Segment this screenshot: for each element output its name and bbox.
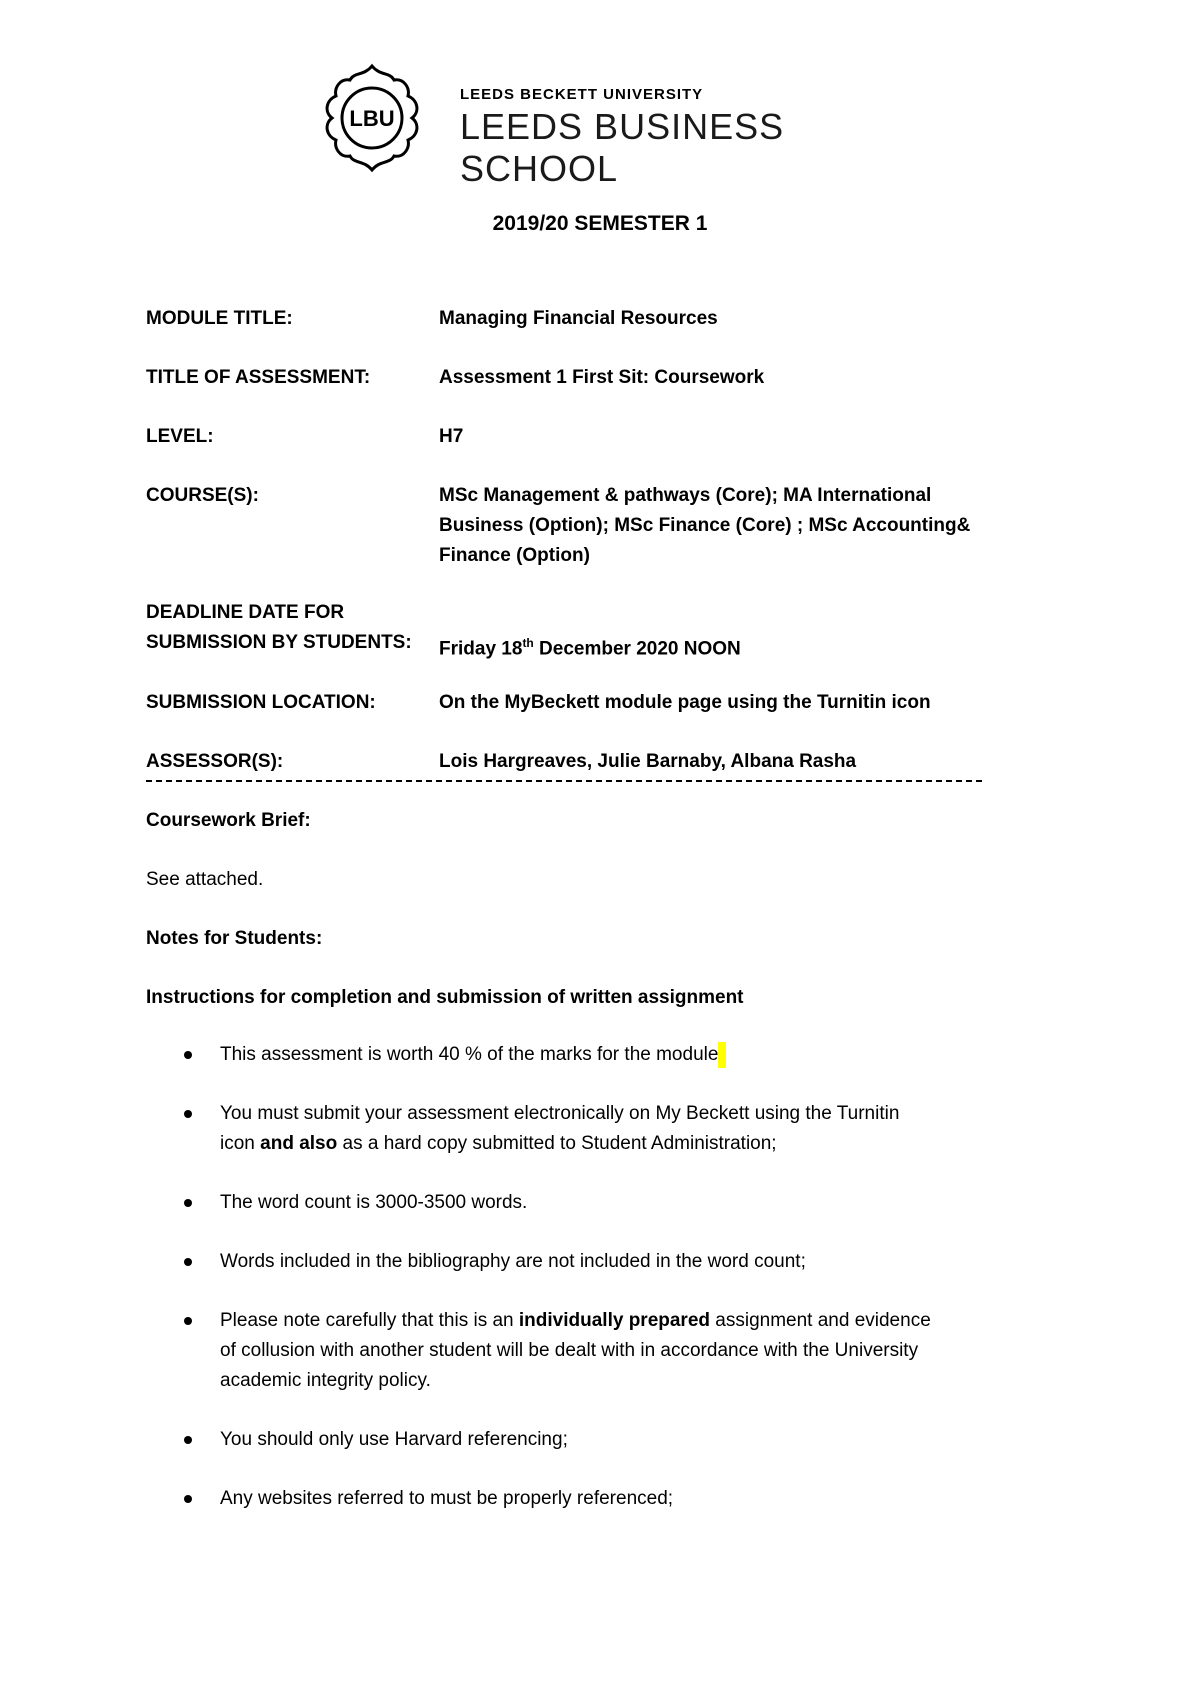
deadline-value [439,628,1059,664]
assessors-value: Lois Hargreaves, Julie Barnaby, Albana Rasha [439,751,857,772]
assessment-title-label: TITLE OF ASSESSMENT: [146,367,371,388]
semester-title: 2019/20 SEMESTER 1 [492,212,708,235]
highlight-mark [718,1042,726,1068]
courses-value-line-1: MSc Management & pathways (Core); MA International [439,485,932,506]
bullet-text-5-a: Please note carefully that this is an [220,1310,519,1331]
assessors-label: ASSESSOR(S): [146,751,284,772]
notes-heading: Notes for Students: [146,928,323,949]
deadline-label-line-1: DEADLINE DATE FOR [146,602,345,623]
list-item [146,1306,1066,1396]
university-name: LEEDS BECKETT UNIVERSITY [460,86,704,103]
courses-value [439,481,1059,571]
bullet-text-7: Any websites referred to must be properly referenced; [220,1488,674,1509]
module-title-label: MODULE TITLE: [146,308,293,329]
university-crest-icon [316,62,428,174]
list-item [146,1099,1066,1159]
bullet-text-5-line-1 [220,1306,1066,1336]
bullet-icon [184,1199,192,1207]
instructions-list [146,1040,1066,1514]
bullet-icon [184,1258,192,1266]
coursework-brief-heading: Coursework Brief: [146,810,311,831]
bullet-text-1: This assessment is worth 40 % of the marks for the module [220,1044,719,1065]
deadline-label-line-2: SUBMISSION BY STUDENTS: [146,632,412,653]
list-item [146,1425,1066,1455]
bullet-icon [184,1495,192,1503]
coursework-brief-text: See attached. [146,869,264,890]
list-item [146,1040,1066,1070]
bullet-text-5-b: assignment and evidence [710,1310,931,1331]
level-value: H7 [439,426,464,447]
bullet-text-2-a: icon [220,1133,261,1154]
bullet-text-2-line-1: You must submit your assessment electronically on My Beckett using the Turnitin [220,1103,900,1124]
bullet-text-6: You should only use Harvard referencing; [220,1429,568,1450]
bullet-text-2-b: as a hard copy submitted to Student Administration; [337,1133,777,1154]
bullet-icon [184,1110,192,1118]
bullet-text-3: The word count is 3000-3500 words. [220,1192,528,1213]
bullet-text-5-line-2: of collusion with another student will be dealt with in accordance with the University [220,1340,919,1361]
list-item [146,1484,1066,1514]
deadline-value-prefix: Friday 18 [439,638,523,660]
list-item [146,1188,1066,1218]
deadline-value-sup: th [522,636,534,650]
bullet-text-5-bold: individually prepared [518,1310,710,1331]
header-logo-block [316,56,892,189]
deadline-value-suffix: December 2020 NOON [533,638,741,660]
courses-value-line-2: Business (Option); MSc Finance (Core) ; MSc Accounting& [439,515,971,536]
bullet-icon [184,1436,192,1444]
bullet-text-4: Words included in the bibliography are not included in the word count; [220,1251,806,1272]
bullet-text-5-line-3: academic integrity policy. [220,1370,431,1391]
deadline-label [146,598,446,658]
school-name: LEEDS BUSINESS SCHOOL [460,106,785,189]
bullet-text-2-line-2 [220,1129,1066,1159]
bullet-icon [184,1051,192,1059]
submission-location-label: SUBMISSION LOCATION: [146,692,376,713]
crest-text: LBU [349,106,395,131]
courses-label: COURSE(S): [146,485,259,506]
bullet-icon [184,1317,192,1325]
assessment-title-value: Assessment 1 First Sit: Coursework [439,367,765,388]
level-label: LEVEL: [146,426,214,447]
courses-value-line-3: Finance (Option) [439,545,590,566]
dashed-divider [146,780,982,782]
list-item [146,1247,1066,1277]
module-title-value: Managing Financial Resources [439,308,718,329]
bullet-text-2-bold: and also [260,1133,338,1154]
submission-location-value: On the MyBeckett module page using the Turnitin icon [439,692,931,713]
instructions-heading: Instructions for completion and submission of written assignment [146,987,744,1008]
